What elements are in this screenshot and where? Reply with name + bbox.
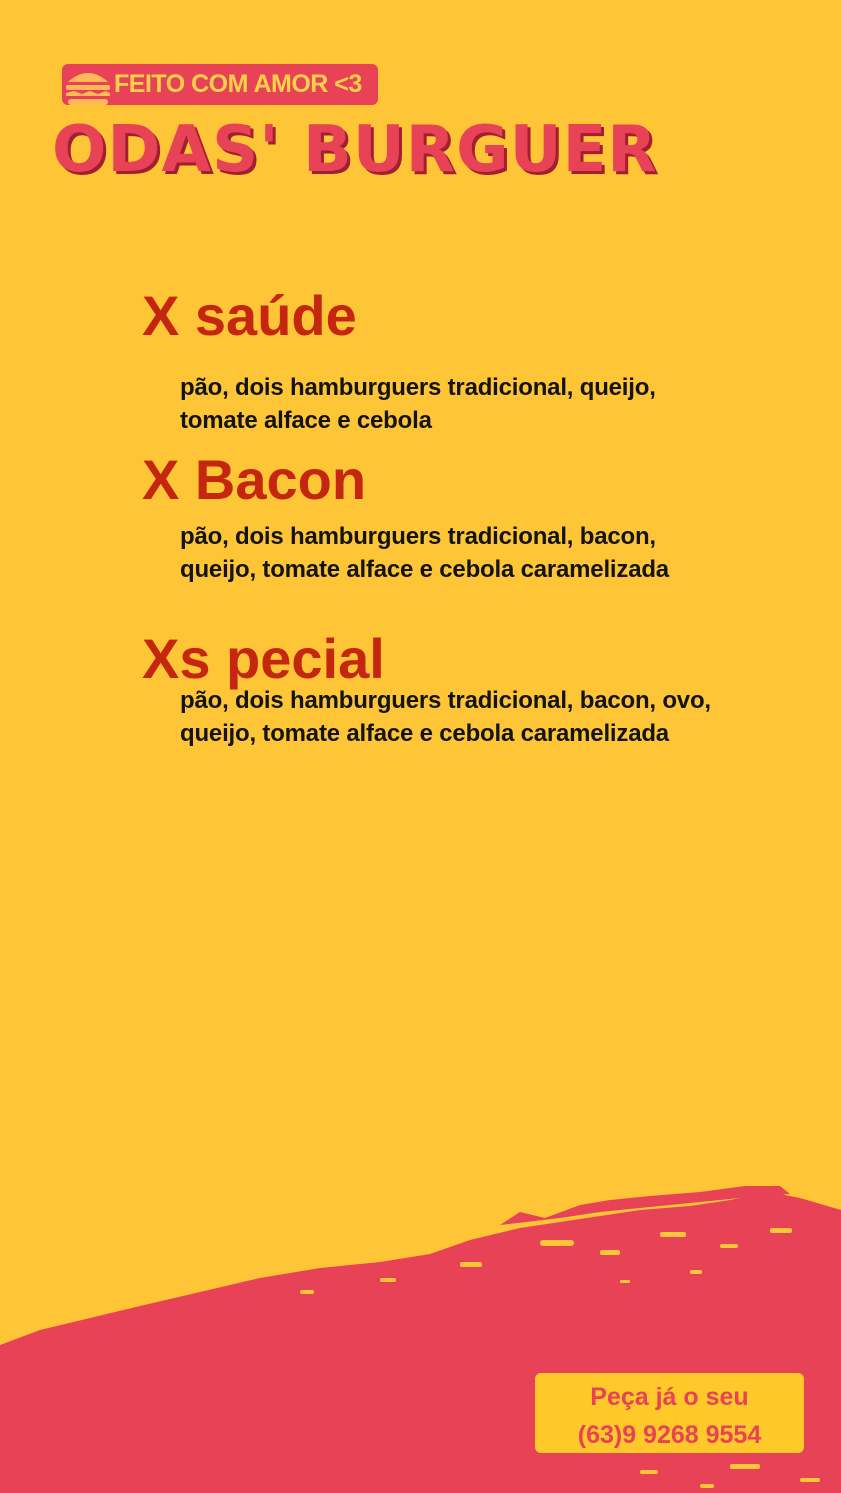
description-line: pão, dois hamburguers tradicional, bacon, <box>180 523 656 550</box>
menu-item-description <box>180 520 800 586</box>
description-line: pão, dois hamburguers tradicional, bacon, ovo, <box>180 687 711 714</box>
menu-item-description <box>180 684 800 750</box>
cta-label: Peça já o seu <box>590 1383 749 1411</box>
menu-item-name: X Bacon <box>142 448 367 511</box>
description-line: tomate alface e cebola <box>180 407 432 434</box>
menu-item-description <box>180 371 800 437</box>
order-call-to-action[interactable] <box>535 1373 804 1453</box>
description-line: queijo, tomate alface e cebola caramelizada <box>180 720 669 747</box>
cta-phone: (63)9 9268 9554 <box>577 1421 762 1449</box>
burger-icon <box>62 62 114 108</box>
brand-title: ODAS' BURGUER <box>52 113 658 187</box>
tagline-text: FEITO COM AMOR <3 <box>114 70 362 98</box>
description-line: queijo, tomate alface e cebola caramelizada <box>180 556 669 583</box>
menu-item-name: X saúde <box>142 284 357 347</box>
description-line: pão, dois hamburguers tradicional, queijo, <box>180 374 656 401</box>
menu-item-name: Xs pecial <box>142 627 385 690</box>
